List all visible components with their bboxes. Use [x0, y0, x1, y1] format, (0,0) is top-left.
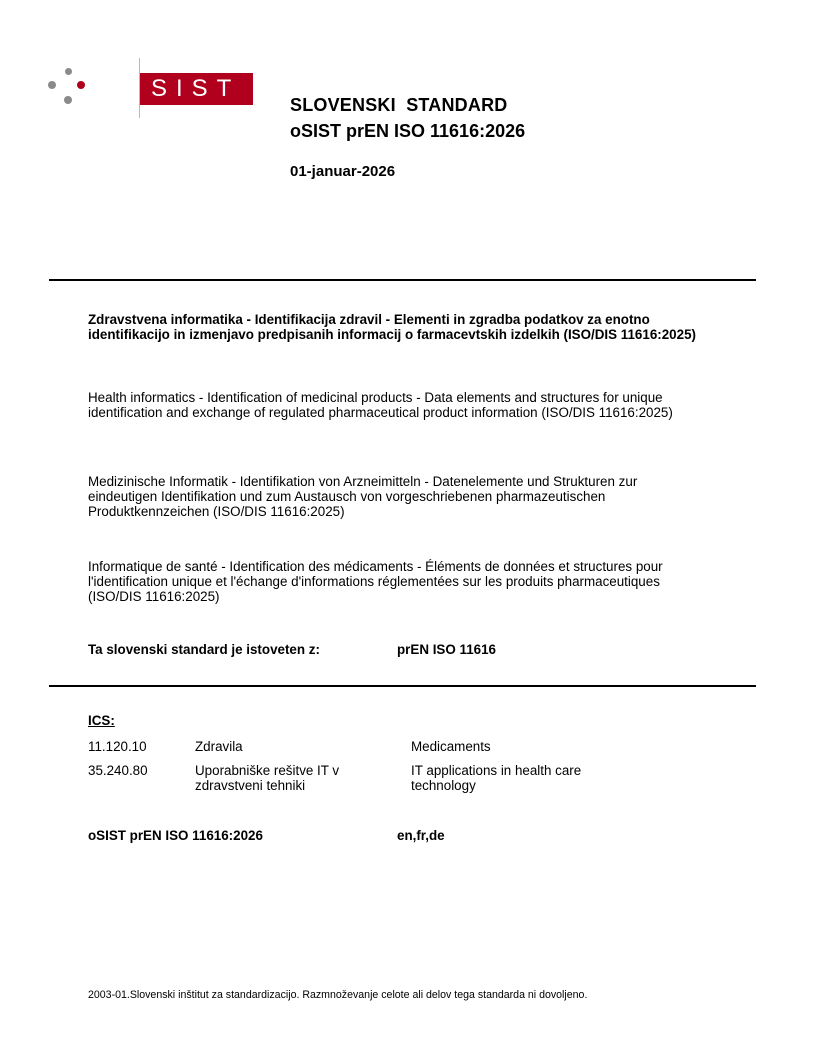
logo-dot-bottom	[64, 96, 72, 104]
copyright-footer: 2003-01.Slovenski inštitut za standardizacijo. Razmnoževanje celote ali delov tega standarda ni dovoljeno.	[88, 989, 588, 1001]
logo-dot-red	[77, 81, 85, 89]
title-slovenian: Zdravstvena informatika - Identifikacija zdravil - Elementi in zgradba podatkov za enotno identifikacijo in izmenjavo predpisanih informacij o farmacevtskih izdelkih (ISO/DIS 11616:2025)	[88, 312, 696, 342]
document-date: 01-januar-2026	[290, 163, 396, 180]
ics-description-en: IT applications in health care technology	[411, 763, 582, 793]
ics-code: 11.120.10	[88, 739, 147, 754]
logo-wordmark: SIST	[139, 73, 253, 105]
standard-heading: SLOVENSKI STANDARD	[290, 95, 508, 115]
title-english: Health informatics - Identification of medicinal products - Data elements and structures for unique identification and exchange of regulated pharmaceutical product information (ISO/DIS 11616:2025)	[88, 390, 673, 420]
logo-dot-top	[65, 68, 72, 75]
ics-heading: ICS:	[88, 713, 115, 728]
title-french: Informatique de santé - Identification des médicaments - Éléments de données et structures pour l'identification unique et l'échange d'informations réglementées sur les produits pharmaceutiques (ISO/DIS 11616:2025)	[88, 559, 663, 604]
equivalence-label: Ta slovenski standard je istoveten z:	[88, 642, 320, 657]
logo-divider	[139, 58, 140, 118]
divider-bottom	[49, 685, 756, 687]
ics-description-en: Medicaments	[411, 739, 491, 754]
equivalence-value: prEN ISO 11616	[397, 642, 496, 657]
document-number: oSIST prEN ISO 11616:2026	[290, 121, 526, 141]
divider-top	[49, 279, 756, 281]
ics-code: 35.240.80	[88, 763, 148, 778]
ics-description-sl: Uporabniške rešitve IT v zdravstveni tehniki	[195, 763, 340, 793]
languages: en,fr,de	[397, 828, 445, 843]
title-german: Medizinische Informatik - Identifikation von Arzneimitteln - Datenelemente und Strukturen zur eindeutigen Identifikation und zum Austausch von vorgeschriebenen pharmazeutischen Produktkennzeichen (ISO/DIS 11616:2025)	[88, 474, 638, 519]
ics-description-sl: Zdravila	[195, 739, 243, 754]
logo-dot-left	[48, 81, 56, 89]
sist-logo	[48, 60, 241, 120]
document-id: oSIST prEN ISO 11616:2026	[88, 828, 263, 843]
